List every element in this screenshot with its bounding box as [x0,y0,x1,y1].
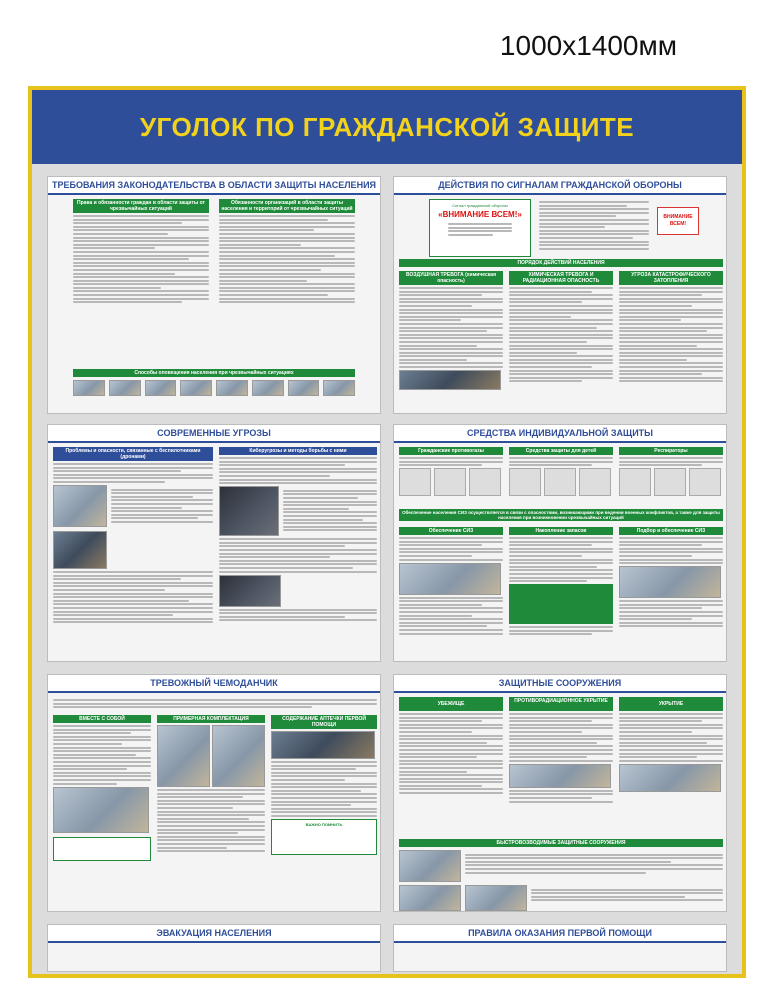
panel-title: ПРАВИЛА ОКАЗАНИЯ ПЕРВОЙ ПОМОЩИ [394,925,726,943]
rapid-shelter-photo [399,885,461,911]
supply-column [399,527,503,636]
notification-heading: Способы оповещения населения при чрезвычайных ситуациях [73,369,355,377]
bomb-shelter-column [399,697,503,796]
panel-body [399,199,721,408]
panel-first-aid [393,924,727,972]
children-protection-heading: Средства защиты для детей [509,447,613,455]
shelter-column [619,697,723,792]
respirator-icon [689,468,721,496]
first-aid-heading: СОДЕРЖАНИЕ АПТЕЧКИ ПЕРВОЙ ПОМОЩИ [271,715,377,729]
selection-column [619,527,723,629]
board-title: УГОЛОК ПО ГРАЖДАНСКОЙ ЗАЩИТЕ [139,111,635,142]
air-raid-column [399,271,503,390]
notification-photo [288,380,320,396]
stock-highlight [509,584,613,624]
drone-photo [53,485,107,527]
stock-heading: Накопление запасов [509,527,613,535]
panel-title: СОВРЕМЕННЫЕ УГРОЗЫ [48,425,380,443]
supply-note [399,509,723,521]
size-label: 1000x1400мм [499,30,677,61]
drones-heading: Проблемы и опасности, связанные с беспилотниками (дронами) [53,447,213,461]
panel-body [53,447,375,656]
cyber-column [219,447,377,623]
signal-box [429,199,531,257]
notification-photo [323,380,355,396]
gas-masks-heading: Гражданские противогазы [399,447,503,455]
order-bar [399,259,723,267]
drone-operator-photo [53,531,107,569]
panel-emergency-suitcase [47,674,381,912]
panel-title: ТРЕВОЖНЫЙ ЧЕМОДАНЧИК [48,675,380,693]
take-along-heading: ВМЕСТЕ С СОБОЙ [53,715,151,723]
stock-column [509,527,613,637]
notification-photo [216,380,248,396]
gas-masks-column [399,447,503,496]
organizations-column [219,199,355,305]
panel-legislation [47,176,381,414]
gas-mask-icon [434,468,466,496]
bomb-shelter-heading: УБЕЖИЩЕ [399,697,503,711]
notification-section [73,369,355,396]
child-mask-icon [544,468,576,496]
selection-photo [619,566,721,598]
child-mask-icon [579,468,611,496]
kit-photo [157,725,210,787]
signal-badge: ВНИМАНИЕ ВСЕМ! [657,207,699,235]
information-board [28,86,746,978]
cyber-photo [219,486,279,536]
panel-title: ЭВАКУАЦИЯ НАСЕЛЕНИЯ [48,925,380,943]
take-along-column [53,715,151,861]
panel-title: ТРЕБОВАНИЯ ЗАКОНОДАТЕЛЬСТВА В ОБЛАСТИ ЗАЩИТЫ НАСЕЛЕНИЯ [48,177,380,195]
shelter-photo [619,764,721,792]
panel-protective-equipment [393,424,727,662]
panel-evacuation [47,924,381,972]
panel-shelters [393,674,727,912]
air-raid-photo [399,370,501,390]
take-along-note [53,837,151,861]
selection-heading: Подбор и обеспечение СИЗ [619,527,723,535]
cyber-photo-2 [219,575,281,607]
order-heading: ПОРЯДОК ДЕЙСТВИЙ НАСЕЛЕНИЯ [399,259,723,267]
first-aid-column [271,715,377,855]
panel-civil-defense-signals [393,176,727,414]
radiation-shelter-photo [509,764,611,788]
signal-main: «ВНИМАНИЕ ВСЕМ!» [438,210,522,219]
panel-body [53,199,375,408]
panel-title: СРЕДСТВА ИНДИВИДУАЛЬНОЙ ЗАЩИТЫ [394,425,726,443]
panel-body [399,447,721,656]
drones-column [53,447,213,625]
kit-photo [212,725,265,787]
supply-note-text: Обеспечение населения СИЗ осуществляется в связи с опасностями, возникающими при ведении военных конфликтов, а также для защиты населения при возникновении чрезвычайных ситуаций [399,509,723,521]
panel-title: ДЕЙСТВИЯ ПО СИГНАЛАМ ГРАЖДАНСКОЙ ОБОРОНЫ [394,177,726,195]
panel-body [53,697,375,906]
respirators-column [619,447,723,496]
radiation-shelter-heading: ПРОТИВОРАДИАЦИОННОЕ УКРЫТИЕ [509,697,613,711]
supply-photo [399,563,501,595]
notification-photo [145,380,177,396]
first-aid-photo [271,731,375,759]
important-note [271,819,377,855]
chemical-heading: ХИМИЧЕСКАЯ ТРЕВОГА И РАДИАЦИОННАЯ ОПАСНОСТЬ [509,271,613,285]
supply-heading: Обеспечение СИЗ [399,527,503,535]
shelter-heading: УКРЫТИЕ [619,697,723,711]
notification-photo [109,380,141,396]
rapid-shelters-heading: БЫСТРОВОЗВОДИМЫЕ ЗАЩИТНЫЕ СООРУЖЕНИЯ [399,839,723,847]
rapid-shelter-photo [465,885,527,911]
panel-body [399,697,721,906]
rapid-shelters-section [399,839,723,911]
notification-photo [73,380,105,396]
rapid-shelter-photo [399,850,461,882]
signal-actions [539,199,649,251]
rights-heading: Права и обязанности граждан в области защиты от чрезвычайных ситуаций [73,199,209,213]
respirator-icon [619,468,651,496]
chemical-column [509,271,613,384]
panel-title: ЗАЩИТНЫЕ СООРУЖЕНИЯ [394,675,726,693]
air-raid-heading: ВОЗДУШНАЯ ТРЕВОГА (химическая опасность) [399,271,503,285]
gas-mask-icon [399,468,431,496]
cyber-heading: Киберугрозы и методы борьбы с ними [219,447,377,455]
kit-heading: ПРИМЕРНАЯ КОМПЛЕКТАЦИЯ [157,715,265,723]
board-header [32,90,742,164]
child-mask-icon [509,468,541,496]
suitcase-intro [53,697,377,710]
organizations-heading: Обязанности организаций в области защиты населения и территорий от чрезвычайных ситуаций [219,199,355,213]
respirator-icon [654,468,686,496]
suitcase-photo [53,787,149,833]
important-note-heading: ВАЖНО ПОМНИТЬ [305,821,343,827]
gas-mask-icon [469,468,501,496]
kit-column [157,715,265,854]
notification-photo [252,380,284,396]
radiation-shelter-column [509,697,613,804]
flood-heading: УГРОЗА КАТАСТРОФИЧЕСКОГО ЗАТОПЛЕНИЯ [619,271,723,285]
panel-modern-threats [47,424,381,662]
notification-photo [180,380,212,396]
flood-column [619,271,723,384]
rights-column [73,199,209,305]
respirators-heading: Респираторы [619,447,723,455]
children-protection-column [509,447,613,496]
signal-heading: Сигнал гражданской обороны [452,203,508,208]
